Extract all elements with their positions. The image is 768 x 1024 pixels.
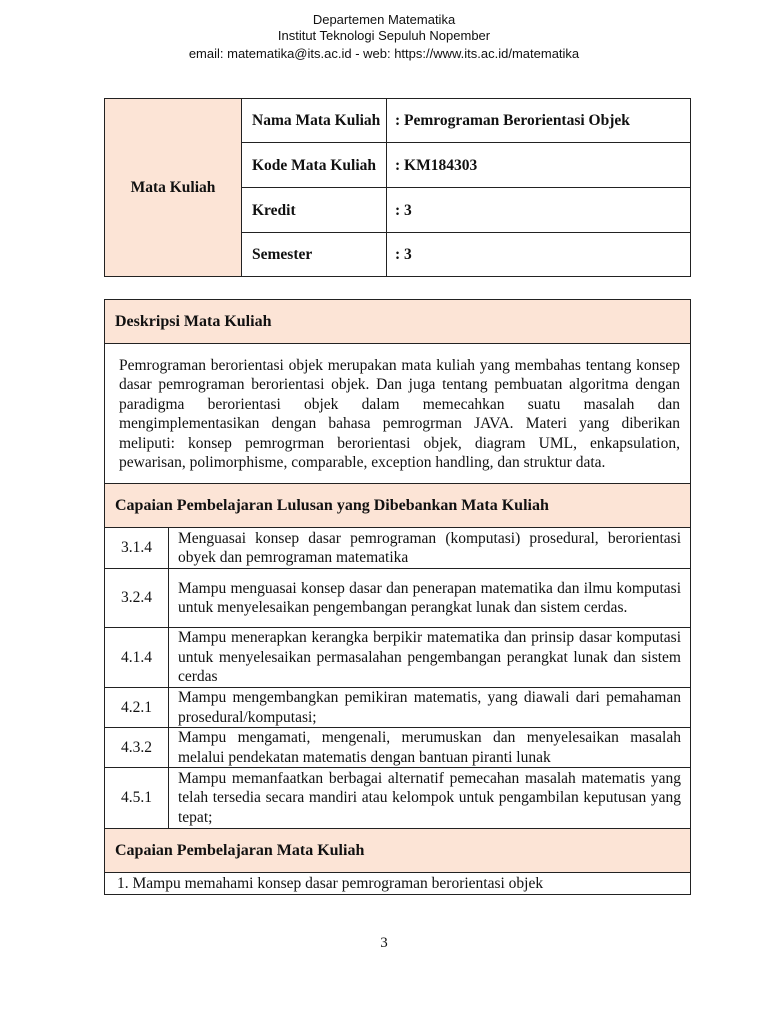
cpmk-item: 1. Mampu memahami konsep dasar pemrograman berorientasi objek bbox=[105, 873, 691, 895]
cpl-code: 3.2.4 bbox=[105, 569, 169, 628]
semester-label: Semester bbox=[242, 233, 387, 277]
credit-value: : 3 bbox=[387, 188, 691, 233]
description-heading: Deskripsi Mata Kuliah bbox=[105, 300, 691, 344]
course-info-table bbox=[104, 98, 691, 277]
cpl-code: 4.5.1 bbox=[105, 768, 169, 829]
cpl-text: Mampu mengamati, mengenali, merumuskan dan menyelesaikan masalah melalui pendekatan matematis dengan bantuan piranti lunak bbox=[169, 728, 691, 768]
cpmk-heading: Capaian Pembelajaran Mata Kuliah bbox=[105, 829, 691, 873]
table-row bbox=[105, 569, 691, 628]
cpl-heading: Capaian Pembelajaran Lulusan yang Dibebankan Mata Kuliah bbox=[105, 484, 691, 528]
cpl-code: 4.3.2 bbox=[105, 728, 169, 768]
course-name-value: : Pemrograman Berorientasi Objek bbox=[387, 99, 691, 143]
course-section-label: Mata Kuliah bbox=[105, 99, 242, 277]
course-code-label: Kode Mata Kuliah bbox=[242, 143, 387, 188]
cpl-code: 4.1.4 bbox=[105, 628, 169, 688]
cpl-code: 4.2.1 bbox=[105, 688, 169, 728]
cpl-text: Mampu menerapkan kerangka berpikir matematika dan prinsip dasar komputasi untuk menyelesaikan permasalahan pengembangan perangkat lunak dan sistem cerdas bbox=[169, 628, 691, 688]
cpl-text: Menguasai konsep dasar pemrograman (komputasi) prosedural, berorientasi obyek dan pemrograman matematika bbox=[169, 528, 691, 569]
course-code-value: : KM184303 bbox=[387, 143, 691, 188]
institute-name: Institut Teknologi Sepuluh Nopember bbox=[277, 28, 491, 43]
contact-line: email: matematika@its.ac.id - web: https://www.its.ac.id/matematika bbox=[188, 46, 580, 61]
table-row bbox=[105, 528, 691, 569]
table-row bbox=[105, 628, 691, 688]
semester-value: : 3 bbox=[387, 233, 691, 277]
table-row bbox=[105, 728, 691, 768]
cpl-text: Mampu mengembangkan pemikiran matematis, yang diawali dari pemahaman prosedural/komputasi; bbox=[169, 688, 691, 728]
credit-label: Kredit bbox=[242, 188, 387, 233]
department-name: Departemen Matematika bbox=[312, 12, 456, 27]
description-text: Pemrograman berorientasi objek merupakan mata kuliah yang membahas tentang konsep dasar pemrograman berorientasi objek. Dan juga tentang pembuatan algoritma dengan paradigma berorientasi objek dalam memecahkan suatu masalah dan mengimplementasikan dengan bahasa pemrogrman JAVA. Materi yang diberikan meliputi: konsep pemrogrman berorientasi objek, diagram UML, enkapsulation, pewarisan, polimorphisme, comparable, exception handling, dan struktur data. bbox=[105, 344, 691, 484]
course-name-label: Nama Mata Kuliah bbox=[242, 99, 387, 143]
list-item bbox=[105, 873, 691, 895]
page-number: 3 bbox=[380, 935, 388, 951]
table-row bbox=[105, 688, 691, 728]
cpl-text: Mampu memanfaatkan berbagai alternatif pemecahan masalah matematis yang telah tersedia secara mandiri atau kelompok untuk pengambilan keputusan yang tepat; bbox=[169, 768, 691, 829]
cpl-code: 3.1.4 bbox=[105, 528, 169, 569]
course-details-table bbox=[104, 299, 691, 895]
cpl-text: Mampu menguasai konsep dasar dan penerapan matematika dan ilmu komputasi untuk menyelesaikan pengembangan perangkat lunak dan sistem cerdas. bbox=[169, 569, 691, 628]
table-row bbox=[105, 768, 691, 829]
